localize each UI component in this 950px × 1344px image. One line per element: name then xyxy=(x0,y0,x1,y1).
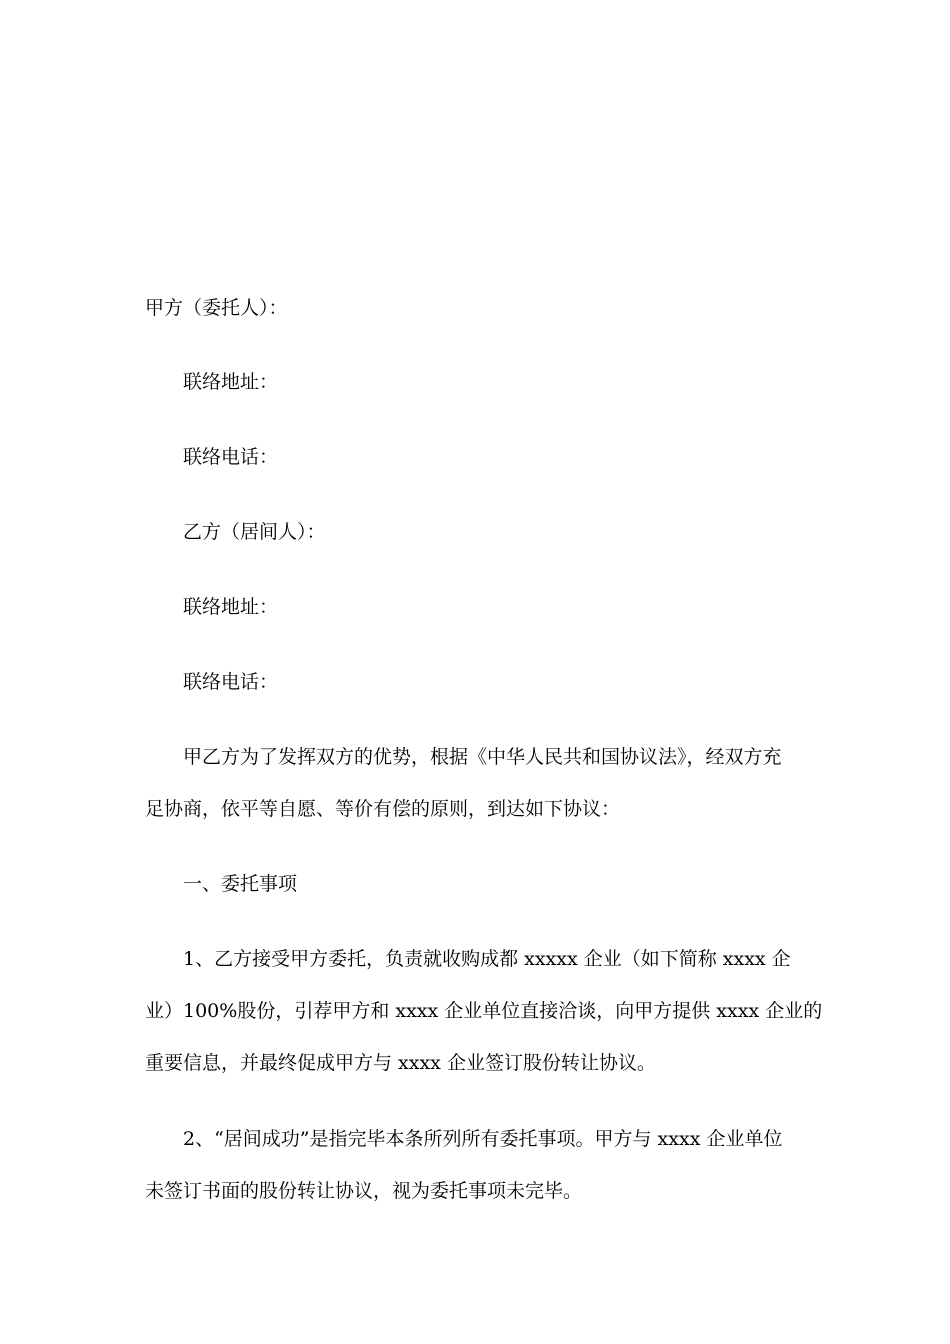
section-1-heading: 一、委托事项 xyxy=(183,873,298,895)
party-a-address-label: 联络地址： xyxy=(183,371,279,393)
item-1-line-1: 1、乙方接受甲方委托，负责就收购成都 xxxxx 企业（如下简称 xxxx 企 xyxy=(183,948,791,970)
party-b-title: 乙方（居间人）： xyxy=(183,521,326,543)
party-b-address-label: 联络地址： xyxy=(183,596,279,618)
item-1-line-2: 业）100%股份，引荐甲方和 xxxx 企业单位直接洽谈，向甲方提供 xxxx 企业的 xyxy=(145,1000,823,1022)
item-1-line-3: 重要信息，并最终促成甲方与 xxxx 企业签订股份转让协议。 xyxy=(145,1052,656,1074)
preamble-line-1: 甲乙方为了发挥双方的优势，根据《中华人民共和国协议法》，经双方充 xyxy=(183,746,782,768)
item-2-line-2: 未签订书面的股份转让协议，视为委托事项未完毕。 xyxy=(145,1180,583,1202)
item-2-line-1: 2、“居间成功”是指完毕本条所列所有委托事项。甲方与 xxxx 企业单位 xyxy=(183,1128,783,1150)
party-a-phone-label: 联络电话： xyxy=(183,446,279,468)
party-a-title: 甲方（委托人）： xyxy=(145,297,288,319)
party-b-phone-label: 联络电话： xyxy=(183,671,279,693)
preamble-line-2: 足协商，依平等自愿、等价有偿的原则，到达如下协议： xyxy=(145,798,621,820)
